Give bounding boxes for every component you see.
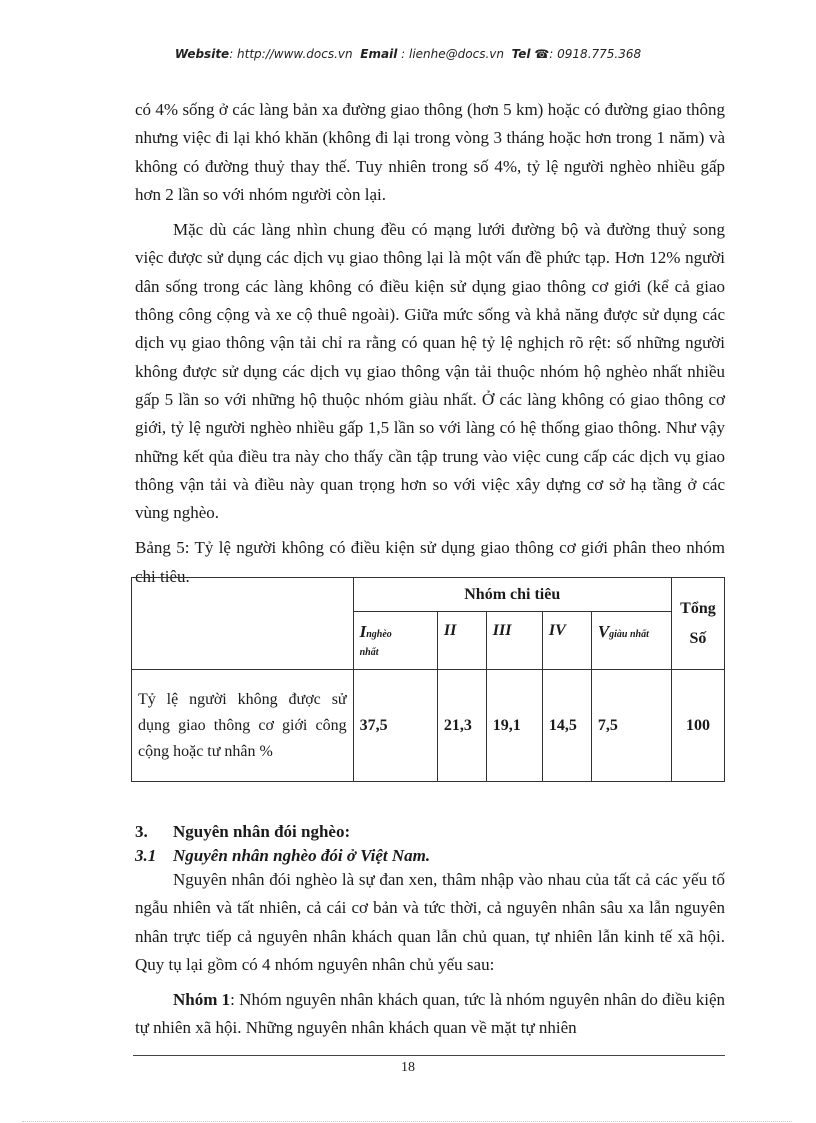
group-header: Nhóm chi tiêu — [353, 578, 671, 612]
group-1-label: Nhóm 1 — [173, 990, 231, 1010]
row-label: Tỷ lệ người không được sử dụng giao thông cơ giới công cộng hoặc tư nhân % — [132, 670, 354, 782]
paragraph-2: Mặc dù các làng nhìn chung đều có mạng lưới đường bộ và đường thuỷ song việc được sử dụng các dịch vụ giao thông lại là một vấn đề phức tạp. Hơn 12% người dân sống trong các làng không có điều kiện sử dụng giao thông cơ giới (kể cả giao thông công cộng và xe cộ thuê ngoài). Giữa mức sống và khả năng được sử dụng các dịch vụ giao thông vận tải chỉ ra rằng có quan hệ tỷ lệ nghịch rõ rệt: số những người không được sử dụng các dịch vụ giao thông vận tải thuộc nhóm hộ nghèo nhất nhiều gấp 5 lần so với những hộ thuộc nhóm giàu nhất. Ở các làng không có giao thông cơ giới, tỷ lệ người nghèo nhiều gấp 1,5 lần so với làng có hệ thống giao thông. Như vậy những kết qủa điều tra này cho thấy cần tập trung vào việc cung cấp các dịch vụ giao thông vận tải và điều này quan trọng hơn so với việc xây dựng cơ sở hạ tầng ở các vùng nghèo. — [135, 220, 725, 523]
table-caption: Bảng 5: Tỷ lệ người không có điều kiện sử dụng giao thông cơ giới phân theo nhóm chi tiêu. — [135, 538, 725, 586]
value-III: 19,1 — [486, 670, 542, 782]
section-number: 3. — [135, 822, 148, 841]
section-heading — [135, 822, 725, 842]
phone-icon: ☎ — [534, 47, 550, 61]
tel-label: Tel — [511, 47, 531, 61]
value-total: 100 — [671, 670, 724, 782]
value-II: 21,3 — [437, 670, 486, 782]
paragraph-4-text: : Nhóm nguyên nhân khách quan, tức là nhóm nguyên nhân do điều kiện tự nhiên xã hội. Những nguyên nhân khách quan về mặt tự nhiên — [135, 990, 725, 1038]
total-header-line-1: Tổng — [680, 599, 716, 617]
col-header-I: Inghèo nhất — [353, 612, 437, 670]
col-header-III: III — [486, 612, 542, 670]
table-corner-cell — [132, 578, 354, 670]
email-label: Email — [360, 47, 398, 61]
value-V: 7,5 — [591, 670, 671, 782]
paragraph-1: có 4% sống ở các làng bản xa đường giao thông (hơn 5 km) hoặc có đường giao thông nhưng việc đi lại khó khăn (không đi lại trong vòng 3 tháng hoặc hơn trong 1 năm) và không có đường thuỷ thay thế. Tuy nhiên trong số 4%, tỷ lệ người nghèo nhiều gấp hơn 2 lần so với nhóm người còn lại. — [135, 100, 725, 204]
total-header — [671, 578, 724, 670]
website-url[interactable]: : http://www.docs.vn — [229, 47, 353, 61]
col-header-IV: IV — [542, 612, 591, 670]
paragraph-3: Nguyên nhân đói nghèo là sự đan xen, thâm nhập vào nhau của tất cả các yếu tố ngẫu nhiên và tất nhiên, cả cái cơ bản và tức thời, cả nguyên nhân sâu xa lẫn nguyên nhân trực tiếp cả nguyên nhân khách quan lẫn chủ quan, tự nhiên lẫn kinh tế xã hội. Quy tụ lại gồm có 4 nhóm nguyên nhân chủ yếu sau: — [135, 870, 725, 974]
body-text-top — [135, 96, 725, 591]
page-bottom-border — [22, 1121, 792, 1122]
paragraph-4 — [135, 986, 725, 1043]
footer-divider — [133, 1055, 725, 1056]
section-title: Nguyên nhân đói nghèo: — [173, 822, 351, 841]
value-I: 37,5 — [353, 670, 437, 782]
email-address[interactable]: : lienhe@docs.vn — [401, 47, 504, 61]
section-3 — [135, 822, 725, 1043]
expenditure-table — [131, 577, 725, 782]
total-header-line-2: Số — [689, 629, 707, 647]
tel-number: : 0918.775.368 — [549, 47, 642, 61]
website-label: Website — [174, 47, 230, 61]
subsection-heading — [135, 846, 725, 866]
page-number: 18 — [401, 1060, 415, 1075]
page-header — [0, 47, 816, 61]
subsection-title: Nguyên nhân nghèo đói ở Việt Nam. — [173, 846, 431, 865]
col-header-V: Vgiàu nhất — [591, 612, 671, 670]
col-header-II: II — [437, 612, 486, 670]
value-IV: 14,5 — [542, 670, 591, 782]
subsection-number: 3.1 — [135, 846, 157, 865]
